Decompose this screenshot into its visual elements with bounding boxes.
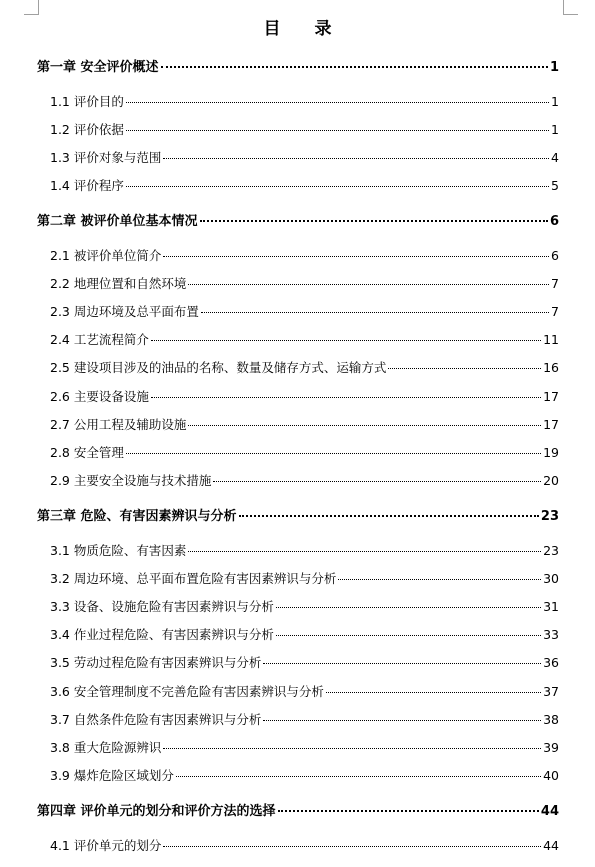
dot-leader	[338, 579, 541, 580]
toc-page-number: 44	[540, 804, 559, 819]
dot-leader	[126, 186, 549, 187]
toc-page-number: 5	[551, 178, 559, 193]
dot-leader	[278, 810, 539, 812]
toc-page-number: 23	[543, 543, 559, 558]
dot-leader	[151, 397, 541, 398]
toc-page-number: 40	[543, 768, 559, 783]
toc-entry-label: 2.9 主要安全设施与技术措施	[50, 473, 212, 488]
toc-entry-label: 2.3 周边环境及总平面布置	[50, 304, 199, 319]
toc-section-entry[interactable]	[50, 542, 559, 560]
toc-section-entry[interactable]	[50, 388, 559, 406]
dot-leader	[188, 284, 549, 285]
toc-page-number: 20	[543, 473, 559, 488]
toc-entry-label: 2.7 公用工程及辅助设施	[50, 417, 187, 432]
dot-leader	[163, 748, 541, 749]
toc-section-entry[interactable]	[50, 767, 559, 785]
dot-leader	[239, 515, 539, 517]
toc-page-number: 4	[551, 150, 559, 165]
toc-entry-label: 4.1 评价单元的划分	[50, 838, 162, 853]
toc-entry-label: 1.3 评价对象与范围	[50, 150, 162, 165]
toc-section-entry[interactable]	[50, 683, 559, 701]
toc-page-number: 11	[543, 332, 559, 347]
dot-leader	[126, 453, 541, 454]
toc-entry-label: 1.1 评价目的	[50, 94, 124, 109]
toc-entry-label: 1.4 评价程序	[50, 178, 124, 193]
crop-mark-right	[563, 0, 578, 15]
toc-section-entry[interactable]	[50, 739, 559, 757]
crop-mark-left	[24, 0, 39, 15]
dot-leader	[163, 846, 541, 847]
toc-entry-label: 2.1 被评价单位简介	[50, 248, 162, 263]
toc-section-entry[interactable]	[50, 177, 559, 195]
toc-entry-label: 2.2 地理位置和自然环境	[50, 276, 187, 291]
dot-leader	[163, 256, 549, 257]
toc-page-number: 30	[543, 571, 559, 586]
toc-section-entry[interactable]	[50, 598, 559, 616]
toc-section-entry[interactable]	[50, 247, 559, 265]
toc-page-number: 33	[543, 627, 559, 642]
toc-section-entry[interactable]	[50, 331, 559, 349]
toc-section-entry[interactable]	[50, 654, 559, 672]
dot-leader	[276, 607, 541, 608]
toc-section-entry[interactable]	[50, 416, 559, 434]
toc-page-number: 17	[543, 417, 559, 432]
page-title: 目 录	[263, 19, 346, 39]
toc-section-entry[interactable]	[50, 149, 559, 167]
toc-entry-label: 3.6 安全管理制度不完善危险有害因素辨识与分析	[50, 684, 324, 699]
dot-leader	[126, 130, 549, 131]
toc-section-entry[interactable]	[50, 275, 559, 293]
toc-page-number: 44	[543, 838, 559, 853]
dot-leader	[126, 102, 549, 103]
toc-entry-label: 2.8 安全管理	[50, 445, 124, 460]
toc-entry-label: 2.6 主要设备设施	[50, 389, 149, 404]
toc-entry-label: 3.1 物质危险、有害因素	[50, 543, 187, 558]
toc-section-entry[interactable]	[50, 359, 559, 377]
toc-section-entry[interactable]	[50, 93, 559, 111]
toc-section-entry[interactable]	[50, 626, 559, 644]
dot-leader	[201, 312, 549, 313]
dot-leader	[326, 692, 541, 693]
toc-entry-label: 1.2 评价依据	[50, 122, 124, 137]
toc-entry-label: 3.7 自然条件危险有害因素辨识与分析	[50, 712, 262, 727]
toc-page-number: 38	[543, 712, 559, 727]
dot-leader	[276, 635, 541, 636]
toc-page-number: 1	[549, 60, 559, 75]
toc-entry-label: 第四章 评价单元的划分和评价方法的选择	[37, 804, 276, 819]
toc-page-number: 37	[543, 684, 559, 699]
toc-page-number: 39	[543, 740, 559, 755]
toc-entry-label: 3.8 重大危险源辨识	[50, 740, 162, 755]
toc-entry-label: 3.2 周边环境、总平面布置危险有害因素辨识与分析	[50, 571, 337, 586]
dot-leader	[388, 368, 541, 369]
toc-chapter-entry[interactable]	[37, 59, 559, 77]
toc-entry-label: 第三章 危险、有害因素辨识与分析	[37, 509, 237, 524]
toc-entry-label: 3.9 爆炸危险区域划分	[50, 768, 174, 783]
toc-chapter-entry[interactable]	[37, 508, 559, 526]
toc-page-number: 1	[551, 122, 559, 137]
toc-entry-label: 3.5 劳动过程危险有害因素辨识与分析	[50, 655, 262, 670]
toc-page-number: 36	[543, 655, 559, 670]
toc-page-number: 19	[543, 445, 559, 460]
toc-entry-label: 2.4 工艺流程简介	[50, 332, 149, 347]
toc-chapter-entry[interactable]	[37, 803, 559, 821]
dot-leader	[163, 158, 549, 159]
dot-leader	[161, 66, 548, 68]
toc-entry-label: 3.4 作业过程危险、有害因素辨识与分析	[50, 627, 274, 642]
toc-page-number: 31	[543, 599, 559, 614]
dot-leader	[200, 220, 548, 222]
toc-section-entry[interactable]	[50, 303, 559, 321]
dot-leader	[188, 425, 541, 426]
toc-section-entry[interactable]	[50, 711, 559, 729]
toc-entry-label: 第二章 被评价单位基本情况	[37, 214, 198, 229]
toc-page-number: 17	[543, 389, 559, 404]
toc-chapter-entry[interactable]	[37, 213, 559, 231]
toc-page-number: 23	[540, 509, 559, 524]
toc-page-number: 7	[551, 276, 559, 291]
toc-entry-label: 3.3 设备、设施危险有害因素辨识与分析	[50, 599, 274, 614]
toc-entry-label: 2.5 建设项目涉及的油品的名称、数量及储存方式、运输方式	[50, 360, 387, 375]
toc-entry-label: 第一章 安全评价概述	[37, 60, 159, 75]
dot-leader	[263, 663, 541, 664]
toc-section-entry[interactable]	[50, 444, 559, 462]
toc-section-entry[interactable]	[50, 570, 559, 588]
toc-page-number: 6	[549, 214, 559, 229]
toc-page-number: 7	[551, 304, 559, 319]
dot-leader	[263, 720, 541, 721]
dot-leader	[213, 481, 541, 482]
toc-section-entry[interactable]	[50, 472, 559, 490]
dot-leader	[188, 551, 541, 552]
toc-section-entry[interactable]	[50, 837, 559, 855]
toc-page-number: 1	[551, 94, 559, 109]
dot-leader	[176, 776, 541, 777]
toc-page-number: 6	[551, 248, 559, 263]
toc-section-entry[interactable]	[50, 121, 559, 139]
toc-page-number: 16	[543, 360, 559, 375]
dot-leader	[151, 340, 541, 341]
